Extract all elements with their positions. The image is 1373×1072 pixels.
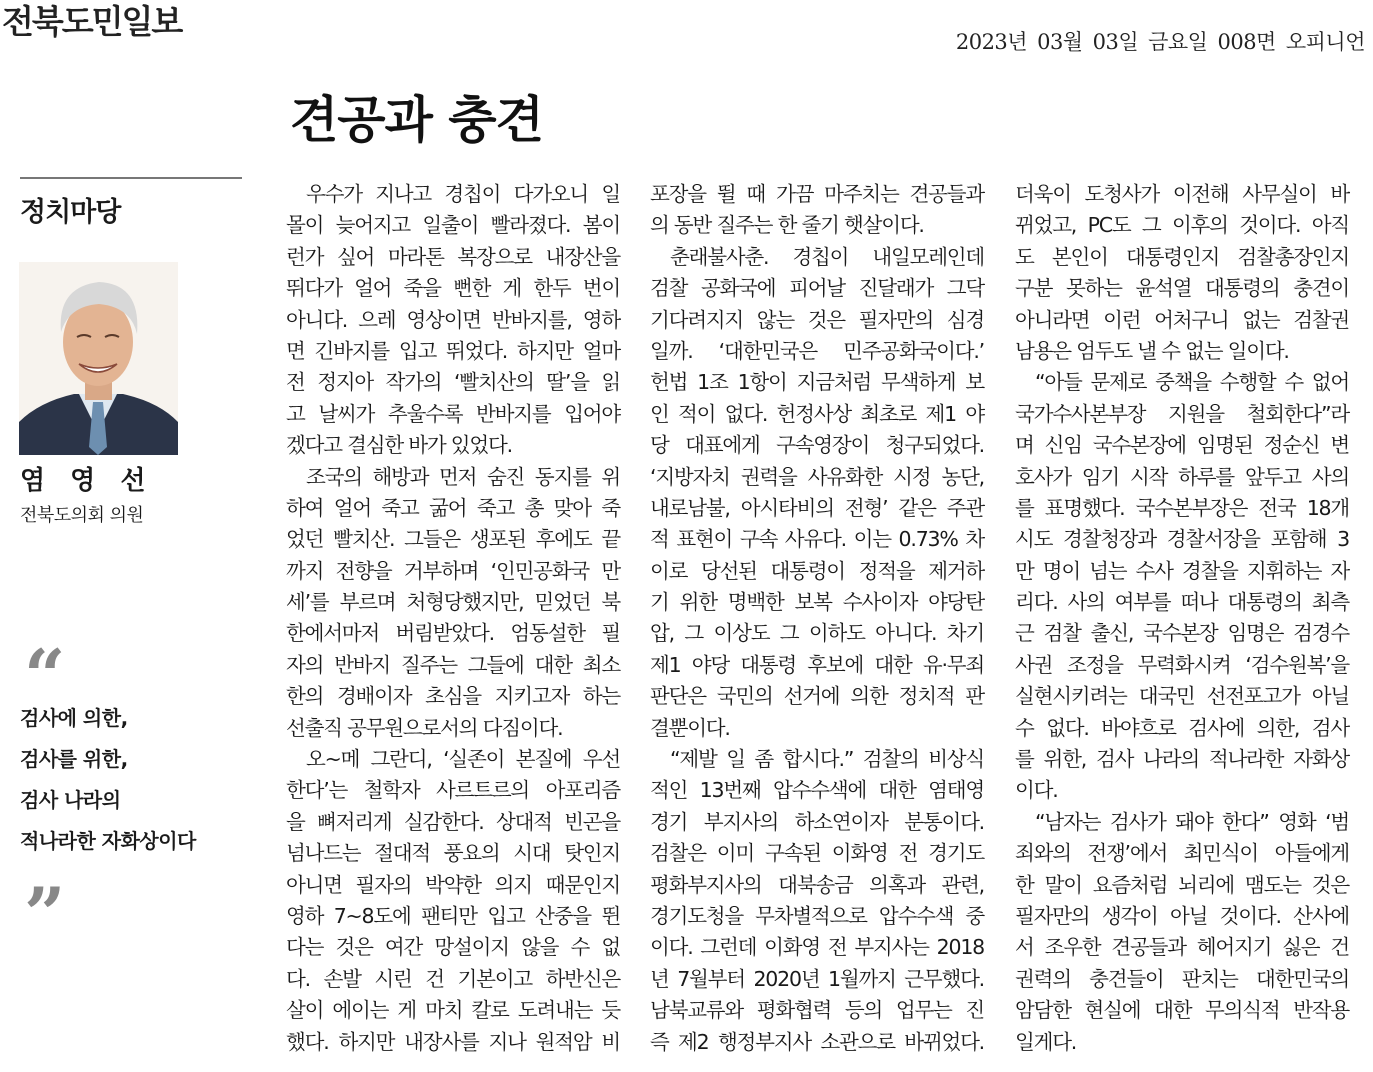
article-text-line: 를 표명했다. 국수본부장은 전국 18개: [1015, 495, 1349, 520]
date-year: 2023년: [955, 30, 1028, 54]
article-text-line: 경기 부지사의 하소연이자 분통이다.: [650, 809, 984, 834]
article-text-line: 필자만의 생각이 아닐 것이다. 산사에: [1015, 903, 1349, 928]
article-text-line: 기다려지지 않는 것은 필자만의 심경: [650, 307, 984, 332]
article-text-line: 이다.: [1015, 778, 1058, 803]
article-text-line: 제1 야당 대통령 후보에 대한 유·무죄: [650, 652, 984, 677]
date-month: 03월: [1037, 30, 1083, 54]
article-text-line: 하여 얼어 죽고 굶어 죽고 총 맞아 죽: [286, 495, 620, 520]
article-paragraph: [650, 744, 984, 1058]
article-text-line: 다는 것은 여간 망설이지 않을 수 없: [286, 935, 620, 960]
article-text-line: 넘나드는 절대적 풍요의 시대 탓인지: [286, 841, 620, 866]
article-text-line: 죄와의 전쟁’에서 최민식이 아들에게: [1015, 841, 1349, 866]
article-text-line: 리다. 사의 여부를 떠나 대통령의 최측: [1015, 590, 1349, 615]
article-text-line: 살이 에이는 게 마치 칼로 도려내는 듯: [286, 998, 620, 1023]
article-text-line: 근 검찰 출신, 국수본장 임명은 검경수: [1015, 621, 1349, 646]
article-text-line: 아니다. 으레 영상이면 반바지를, 영하: [286, 307, 620, 332]
article-text-line: 며 신임 국수본장에 임명된 정순신 변: [1015, 433, 1349, 458]
article-paragraph: [286, 462, 620, 745]
article-text-line: 아니라면 이런 어처구니 없는 검찰권: [1015, 307, 1349, 332]
article-text-line: 뀌었고, PC도 그 이후의 것이다. 아직: [1015, 213, 1349, 238]
article-text-line: 까지 전향을 거부하며 ‘인민공화국 만: [286, 558, 620, 583]
article-column-1: [286, 179, 620, 1058]
article-paragraph: [650, 242, 984, 744]
article-text-line: 전 정지아 작가의 ‘빨치산의 딸’을 읽: [286, 370, 620, 395]
article-text-line: 일게다.: [1015, 1029, 1077, 1054]
article-text-line: “제발 일 좀 합시다.” 검찰의 비상식: [670, 747, 984, 772]
article-title: 견공과 충견: [290, 90, 543, 149]
article-text-line: 조국의 해방과 먼저 숨진 동지를 위: [306, 464, 620, 489]
article-text-line: 이로 당선된 대통령이 정적을 제거하: [650, 558, 984, 583]
article-text-line: 를 위한, 검사 나라의 적나라한 자화상: [1015, 747, 1349, 772]
date-day: 03일: [1092, 30, 1139, 54]
article-text-line: 내로남불, 아시타비의 전형’ 같은 주관: [650, 495, 984, 520]
article-text-line: 호사가 임기 시작 하루를 앞두고 사의: [1015, 464, 1349, 489]
article-text-line: 영하 7~8도에 팬티만 입고 산중을 뛴: [286, 903, 620, 928]
article-text-line: 남북교류와 평화협력 등의 업무는 진: [650, 998, 984, 1023]
author-photo: [19, 262, 178, 455]
article-text-line: 오~메 그란디, ‘실존이 본질에 우선: [306, 747, 620, 772]
article-text-line: 압, 그 이상도 그 이하도 아니다. 차기: [650, 621, 984, 646]
article-text-line: 당 대표에게 구속영장이 청구되었다.: [650, 433, 984, 458]
article-text-line: 의 동반 질주는 한 줄기 햇살이다.: [650, 213, 924, 238]
article-text-line: 년 7월부터 2020년 1월까지 근무했다.: [650, 966, 984, 991]
pull-quote-line: 적나라한 자화상이다: [20, 829, 196, 853]
article-text-line: 었던 빨치산. 그들은 생포된 후에도 끝: [286, 527, 620, 552]
article-text-line: 한다’는 철학자 사르트르의 아포리즘: [286, 778, 620, 803]
article-text-line: 적인 13번째 압수수색에 대한 염태영: [650, 778, 984, 803]
article-text-line: 헌법 1조 1항이 지금처럼 무색하게 보: [650, 370, 984, 395]
article-text-line: 구분 못하는 윤석열 대통령의 충견이: [1015, 276, 1349, 301]
article-paragraph: [1015, 807, 1349, 1058]
article-text-line: 더욱이 도청사가 이전해 사무실이 바: [1015, 182, 1349, 206]
article-text-line: 한의 경배이자 초심을 지키고자 하는: [286, 684, 620, 709]
dateline: [946, 26, 1365, 56]
article-text-line: 기 위한 명백한 보복 수사이자 야당탄: [650, 590, 984, 615]
pull-quote: [20, 704, 196, 868]
article-text-line: 도 본인이 대통령인지 검찰총장인지: [1015, 244, 1349, 269]
article-text-line: 검찰은 이미 구속된 이화영 전 경기도: [650, 841, 984, 866]
article-text-line: 사권 조정을 무력화시켜 ‘검수원복’을: [1015, 652, 1349, 677]
divider: [20, 177, 242, 179]
article-text-line: 선출직 공무원으로서의 다짐이다.: [286, 715, 563, 740]
section-name: 오피니언: [1285, 30, 1365, 54]
article-text-line: 시도 경찰청장과 경찰서장을 포함해 3: [1015, 527, 1349, 552]
article-text-line: 경기도청을 무차별적으로 압수수색 중: [650, 903, 984, 928]
article-text-line: 자의 반바지 질주는 그들에 대한 최소: [286, 652, 620, 677]
article-text-line: 판단은 국민의 선거에 의한 정치적 판: [650, 684, 984, 709]
page-number: 008면: [1217, 30, 1276, 54]
article-text-line: 포장을 뛸 때 가끔 마주치는 견공들과: [650, 182, 984, 206]
article-text-line: 검찰 공화국에 피어날 진달래가 그닥: [650, 276, 984, 301]
article-text-line: “아들 문제로 중책을 수행할 수 없어: [1035, 370, 1349, 395]
article-text-line: 한 말이 요즘처럼 뇌리에 맴도는 것은: [1015, 872, 1349, 897]
article-text-line: 몰이 늦어지고 일출이 빨라졌다. 봄이: [286, 213, 620, 238]
article-text-line: 뛰다가 얼어 죽을 뻔한 게 한두 번이: [286, 276, 620, 301]
article-paragraph: [1015, 367, 1349, 806]
article-text-line: 인 적이 없다. 헌정사상 최초로 제1 야: [650, 401, 984, 426]
article-text-line: 실현시키려는 대국민 선전포고가 아닐: [1015, 684, 1349, 709]
article-text-line: 했다. 하지만 내장사를 지나 원적암 비: [286, 1029, 620, 1054]
article-text-line: 우수가 지나고 경칩이 다가오니 일: [306, 182, 620, 206]
newspaper-logo: 전북도민일보: [2, 2, 182, 41]
article-text-line: 국가수사본부장 지원을 철회한다”라: [1015, 401, 1349, 426]
article-text-line: 을 뼈저리게 실감한다. 상대적 빈곤을: [286, 809, 620, 834]
article-text-line: 평화부지사의 대북송금 의혹과 관련,: [650, 872, 984, 897]
article-text-line: 즉 제2 행정부지사 소관으로 바뀌었다.: [650, 1029, 984, 1054]
article-text-line: 권력의 충견들이 판치는 대한민국의: [1015, 966, 1349, 991]
article-text-line: 이다. 그런데 이화영 전 부지사는 2018: [650, 935, 984, 960]
article-text-line: 춘래불사춘. 경칩이 내일모레인데: [670, 244, 984, 269]
article-text-line: 고 날씨가 추울수록 반바지를 입어야: [286, 401, 620, 426]
pull-quote-line: 검사를 위한,: [20, 747, 128, 771]
pull-quote-line: 검사 나라의: [20, 788, 121, 812]
article-text-line: 수 없다. 바야흐로 검사에 의한, 검사: [1015, 715, 1349, 740]
article-text-line: 다. 손발 시린 건 기본이고 하반신은: [286, 966, 620, 991]
close-quote-icon: ”: [24, 871, 66, 956]
article-text-line: 아니면 필자의 박약한 의지 때문인지: [286, 872, 620, 897]
pull-quote-line: 검사에 의한,: [20, 706, 128, 730]
article-text-line: 서 조우한 견공들과 헤어지기 싫은 건: [1015, 935, 1349, 960]
author-name: 염 영 선: [20, 466, 154, 496]
article-text-line: 일까. ‘대한민국은 민주공화국이다.’: [650, 338, 984, 363]
open-quote-icon: “: [24, 633, 66, 718]
article-column-3: [1015, 179, 1349, 1058]
article-paragraph: [286, 744, 620, 1058]
article-paragraph: [1015, 179, 1349, 367]
article-text-line: 암담한 현실에 대한 무의식적 반작용: [1015, 998, 1349, 1023]
article-text-line: 면 긴바지를 입고 뛰었다. 하지만 얼마: [286, 338, 620, 363]
article-text-line: 결뿐이다.: [650, 715, 730, 740]
date-weekday: 금요일: [1148, 30, 1208, 54]
author-role: 전북도의회 의원: [20, 505, 144, 526]
column-section-label: 정치마당: [20, 197, 121, 228]
article-text-line: 만 명이 넘는 수사 경찰을 지휘하는 자: [1015, 558, 1349, 583]
article-text-line: 겠다고 결심한 바가 있었다.: [286, 433, 512, 458]
article-text-line: 남용은 엄두도 낼 수 없는 일이다.: [1015, 338, 1289, 363]
article-column-2: [650, 179, 984, 1058]
article-text-line: 세’를 부르며 처형당했지만, 믿었던 북: [286, 590, 620, 615]
article-paragraph: [650, 179, 984, 242]
article-text-line: 적 표현이 구속 사유다. 이는 0.73% 차: [650, 527, 984, 552]
article-text-line: ‘지방자치 권력을 사유화한 시정 농단,: [650, 464, 984, 489]
article-text-line: 런가 싶어 마라톤 복장으로 내장산을: [286, 244, 620, 269]
article-text-line: “남자는 검사가 돼야 한다” 영화 ‘범: [1035, 809, 1349, 834]
article-paragraph: [286, 179, 620, 462]
article-text-line: 한에서마저 버림받았다. 엄동설한 필: [286, 621, 620, 646]
